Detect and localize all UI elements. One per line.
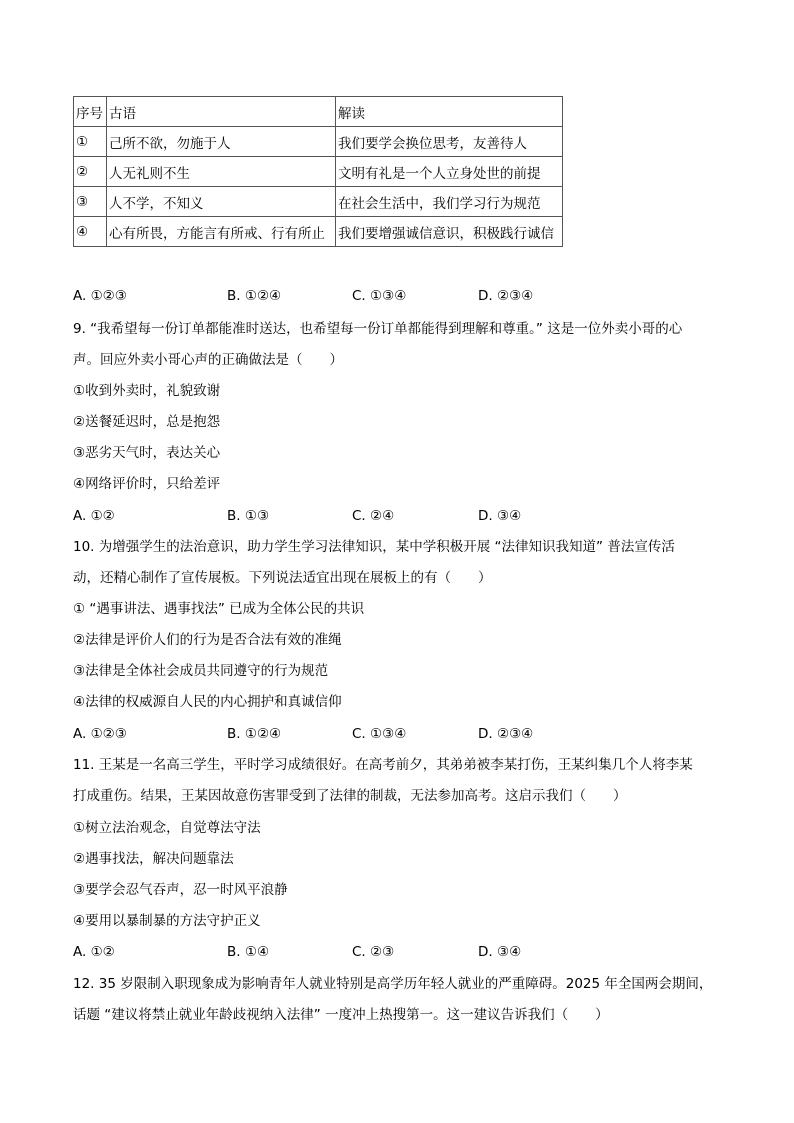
table-cell: 我们要学会换位思考，友善待人 — [336, 127, 563, 157]
table-row — [74, 217, 563, 247]
option-c: C. ②④ — [352, 508, 395, 524]
option-c: C. ①③④ — [352, 726, 407, 742]
q11-item: ②遇事找法，解决问题靠法 — [73, 851, 234, 867]
option-d: D. ③④ — [478, 944, 522, 960]
table-cell: ① — [74, 127, 107, 157]
table-cell: 人不学，不知义 — [107, 187, 336, 217]
option-a: A. ①② — [73, 508, 115, 524]
table-header-cell: 序号 — [74, 97, 107, 127]
table-cell: ④ — [74, 217, 107, 247]
q10-options — [73, 724, 693, 744]
option-b: B. ①②④ — [227, 288, 282, 304]
table-cell: ③ — [74, 187, 107, 217]
q10-item: ① “遇事讲法、遇事找法” 已成为全体公民的共识 — [73, 601, 365, 617]
q11-options — [73, 942, 693, 962]
table-row — [74, 157, 563, 187]
table-header-cell: 解读 — [336, 97, 563, 127]
table-cell: 我们要增强诚信意识，积极践行诚信 — [336, 217, 563, 247]
q11-stem-line: 打成重伤。结果，王某因故意伤害罪受到了法律的制裁，无法参加高考。这启示我们（ ） — [73, 788, 627, 804]
q12-stem-line: 12. 35 岁限制入职现象成为影响青年人就业特别是高学历年轻人就业的严重障碍。2025 年全国两会期间， — [73, 976, 713, 992]
option-a: A. ①②③ — [73, 726, 127, 742]
option-b: B. ①②④ — [227, 726, 282, 742]
option-d: D. ②③④ — [478, 288, 534, 304]
table-row — [74, 127, 563, 157]
q9-options — [73, 506, 693, 526]
q9-stem-line: 声。回应外卖小哥心声的正确做法是（ ） — [73, 352, 343, 368]
option-a: A. ①② — [73, 944, 115, 960]
table-header-row — [74, 97, 563, 127]
q10-item: ③法律是全体社会成员共同遵守的行为规范 — [73, 663, 329, 679]
q9-item: ③恶劣天气时，表达关心 — [73, 445, 221, 461]
q9-item: ①收到外卖时，礼貌致谢 — [73, 383, 221, 399]
table-cell: 心有所畏，方能言有所戒、行有所止 — [107, 217, 336, 247]
option-b: B. ①④ — [227, 944, 270, 960]
table-header-cell: 古语 — [107, 97, 336, 127]
idiom-table — [73, 96, 563, 247]
q11-stem-line: 11. 王某是一名高三学生，平时学习成绩很好。在高考前夕，其弟弟被李某打伤，王某纠集几个人将李某 — [73, 757, 693, 773]
q12-stem-line: 话题 “建议将禁止就业年龄歧视纳入法律” 一度冲上热搜第一。这一建议告诉我们（ ） — [73, 1007, 609, 1023]
q10-item: ④法律的权威源自人民的内心拥护和真诚信仰 — [73, 694, 342, 710]
q10-item: ②法律是评价人们的行为是否合法有效的准绳 — [73, 632, 342, 648]
q10-stem-line: 10. 为增强学生的法治意识，助力学生学习法律知识，某中学积极开展 “法律知识我知道” 普法宣传活 — [73, 539, 675, 555]
q10-stem-line: 动，还精心制作了宣传展板。下列说法适宜出现在展板上的有（ ） — [73, 570, 492, 586]
q9-stem-line: 9. “我希望每一份订单都能准时送达，也希望每一份订单都能得到理解和尊重。” 这是一位外卖小哥的心 — [73, 321, 683, 337]
option-c: C. ②③ — [352, 944, 395, 960]
q8-options — [73, 286, 693, 306]
option-d: D. ③④ — [478, 508, 522, 524]
q11-item: ③要学会忍气吞声，忍一时风平浪静 — [73, 882, 288, 898]
table-cell: 文明有礼是一个人立身处世的前提 — [336, 157, 563, 187]
table-row — [74, 187, 563, 217]
q11-item: ①树立法治观念，自觉尊法守法 — [73, 820, 261, 836]
q9-item: ④网络评价时，只给差评 — [73, 476, 221, 492]
table-cell: 人无礼则不生 — [107, 157, 336, 187]
table-cell: 在社会生活中，我们学习行为规范 — [336, 187, 563, 217]
option-d: D. ②③④ — [478, 726, 534, 742]
q11-item: ④要用以暴制暴的方法守护正义 — [73, 913, 261, 929]
table-cell: ② — [74, 157, 107, 187]
option-b: B. ①③ — [227, 508, 270, 524]
table-cell: 己所不欲，勿施于人 — [107, 127, 336, 157]
option-c: C. ①③④ — [352, 288, 407, 304]
q9-item: ②送餐延迟时，总是抱怨 — [73, 414, 221, 430]
option-a: A. ①②③ — [73, 288, 127, 304]
